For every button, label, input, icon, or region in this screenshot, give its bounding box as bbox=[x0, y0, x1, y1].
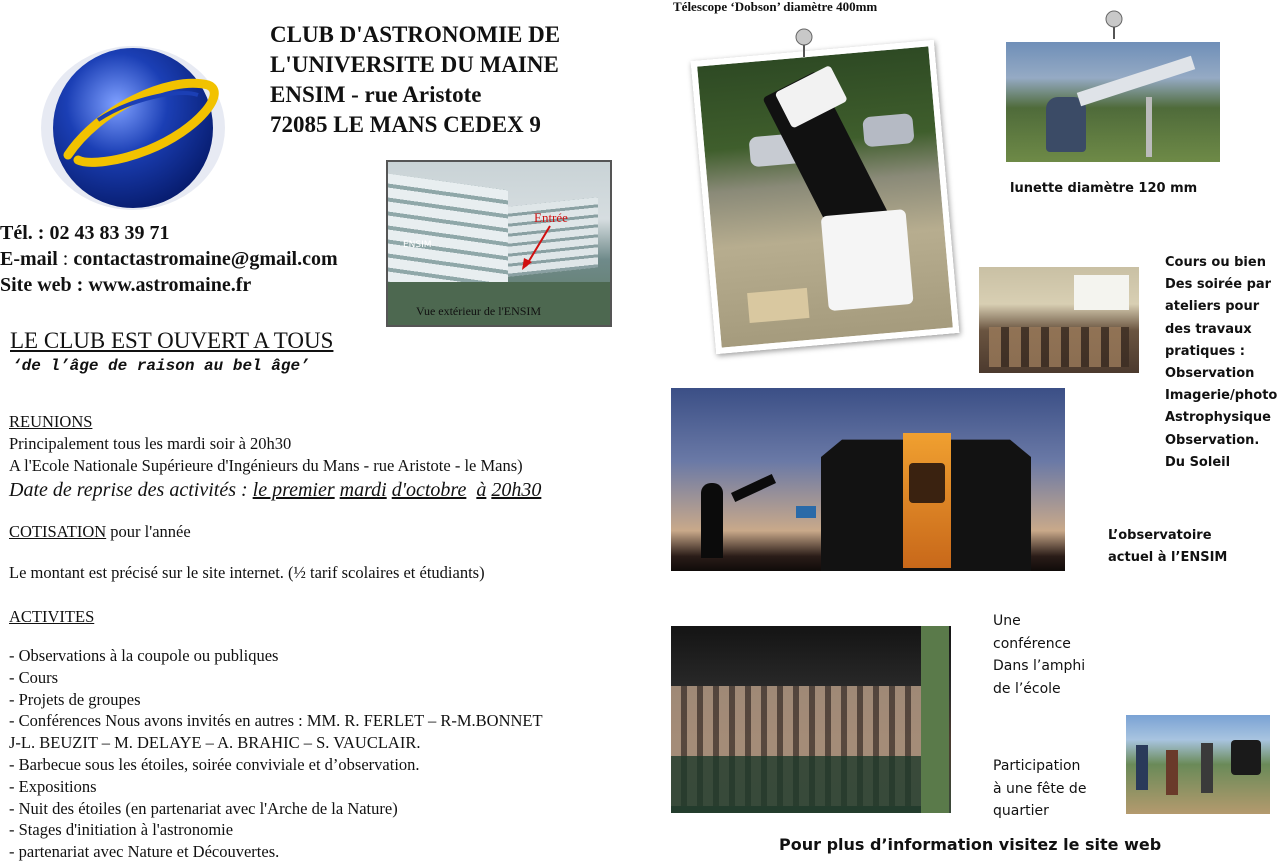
reprise-word-2: mardi bbox=[339, 479, 387, 501]
fete-photo bbox=[1126, 715, 1270, 814]
lunette-photo bbox=[1006, 42, 1220, 162]
email-sep: : bbox=[57, 248, 74, 270]
cotisation-suffix: pour l'année bbox=[106, 522, 191, 541]
building-caption: Vue extérieur de l'ENSIM bbox=[416, 304, 542, 318]
classroom-photo bbox=[979, 267, 1139, 373]
reprise-word-3: d'octobre bbox=[391, 479, 467, 501]
list-item: - Observations à la coupole ou publiques bbox=[9, 646, 279, 665]
conference-line: de l’école bbox=[993, 680, 1061, 697]
reprise-prefix: Date de reprise des activités : bbox=[9, 479, 253, 501]
tel-label: Tél. : bbox=[0, 222, 45, 244]
conference-line: Dans l’amphi bbox=[993, 658, 1086, 674]
cours-line: Observation bbox=[1165, 366, 1255, 382]
dobson-photo bbox=[691, 40, 960, 354]
cours-line: ateliers pour bbox=[1165, 299, 1260, 315]
entree-label: Entrée bbox=[534, 210, 568, 225]
pushpin-icon bbox=[1102, 10, 1126, 40]
observatoire-line: L’observatoire bbox=[1108, 528, 1212, 543]
cours-line: pratiques : bbox=[1165, 343, 1245, 359]
cours-text bbox=[1165, 252, 1277, 474]
contact-block bbox=[0, 220, 338, 298]
conference-photo bbox=[671, 626, 951, 813]
activites-list bbox=[9, 645, 543, 863]
website-link[interactable]: www.astromaine.fr bbox=[88, 274, 252, 296]
cotisation-heading-line bbox=[9, 522, 191, 542]
conference-line: Une bbox=[993, 613, 1021, 629]
reunions-line-1: Principalement tous les mardi soir à 20h30 bbox=[9, 434, 292, 453]
observatoire-text bbox=[1108, 525, 1227, 569]
cours-line: Du Soleil bbox=[1165, 454, 1231, 470]
email-label: E-mail bbox=[0, 248, 58, 270]
title-line-2: L'UNIVERSITE DU MAINE bbox=[270, 52, 559, 77]
fete-line: Participation bbox=[993, 758, 1081, 774]
fete-line: à une fête de bbox=[993, 780, 1087, 797]
pushpin-icon bbox=[792, 28, 816, 58]
tel-value: 02 43 83 39 71 bbox=[49, 222, 170, 244]
reunions-heading: REUNIONS bbox=[9, 412, 93, 431]
conference-text bbox=[993, 610, 1085, 700]
reprise-line bbox=[9, 477, 541, 503]
list-item: J-L. BEUZIT – M. DELAYE – A. BRAHIC – S. VAUCLAIR. bbox=[9, 733, 421, 753]
cours-line: Astrophysique bbox=[1165, 410, 1271, 426]
list-item: - Stages d'initiation à l'astronomie bbox=[9, 820, 234, 840]
fete-text bbox=[993, 755, 1086, 823]
list-item: - Cours bbox=[9, 667, 59, 687]
reprise-word-1: le premier bbox=[252, 479, 335, 501]
email-link[interactable]: contactastromaine@gmail.com bbox=[73, 248, 338, 270]
email-line bbox=[0, 246, 338, 272]
reprise-word-5: 20h30 bbox=[491, 479, 542, 501]
cotisation-text: Le montant est précisé sur le site internet. (½ tarif scolaires et étudiants) bbox=[9, 563, 485, 582]
club-headline: LE CLUB EST OUVERT A TOUS bbox=[10, 328, 334, 353]
observatory-photo bbox=[671, 388, 1065, 571]
list-item: - Conférences Nous avons invités en autres : MM. R. FERLET – R-M.BONNET bbox=[9, 711, 543, 731]
lunette-caption: lunette diamètre 120 mm bbox=[1010, 181, 1198, 196]
fete-line: quartier bbox=[993, 803, 1049, 819]
list-item: - Nuit des étoiles (en partenariat avec l'Arche de la Nature) bbox=[9, 798, 398, 818]
club-address bbox=[270, 20, 560, 140]
phone-line bbox=[0, 220, 338, 246]
cours-line: Cours ou bien bbox=[1165, 255, 1266, 270]
conference-line: conférence bbox=[993, 635, 1071, 652]
cours-line: des travaux bbox=[1165, 321, 1252, 337]
observatoire-line: actuel à l’ENSIM bbox=[1108, 550, 1228, 565]
entree-arrow bbox=[518, 222, 558, 272]
cotisation-heading: COTISATION bbox=[9, 522, 107, 541]
title-line-1: CLUB D'ASTRONOMIE DE bbox=[270, 22, 561, 47]
list-item: - Projets de groupes bbox=[9, 689, 141, 709]
reprise-word-4: à bbox=[476, 479, 487, 501]
activites-heading: ACTIVITES bbox=[9, 607, 95, 626]
footer-text: Pour plus d’information visitez le site web bbox=[779, 835, 1162, 854]
reunions-line-2: A l'Ecole Nationale Supérieure d'Ingénieurs du Mans - rue Aristote - le Mans) bbox=[9, 456, 523, 475]
cours-line: Observation. bbox=[1165, 432, 1260, 448]
website-line bbox=[0, 272, 338, 298]
list-item: - Expositions bbox=[9, 776, 97, 796]
ensim-sign: ENSIM bbox=[403, 240, 432, 250]
list-item: - partenariat avec Nature et Découvertes. bbox=[9, 842, 280, 862]
club-logo bbox=[38, 40, 238, 215]
title-line-4: 72085 LE MANS CEDEX 9 bbox=[270, 112, 541, 137]
title-line-3: ENSIM - rue Aristote bbox=[270, 82, 482, 107]
dobson-caption: Télescope ‘Dobson’ diamètre 400mm bbox=[673, 0, 878, 14]
web-label: Site web : bbox=[0, 274, 84, 296]
club-tagline: ‘de l’âge de raison au bel âge’ bbox=[12, 357, 310, 375]
building-photo bbox=[386, 160, 612, 327]
cours-line: Des soirée par bbox=[1165, 277, 1272, 293]
reunions-section bbox=[9, 411, 541, 503]
list-item: - Barbecue sous les étoiles, soirée conviviale et d’observation. bbox=[9, 754, 420, 774]
cours-line: Imagerie/photo bbox=[1165, 388, 1278, 404]
